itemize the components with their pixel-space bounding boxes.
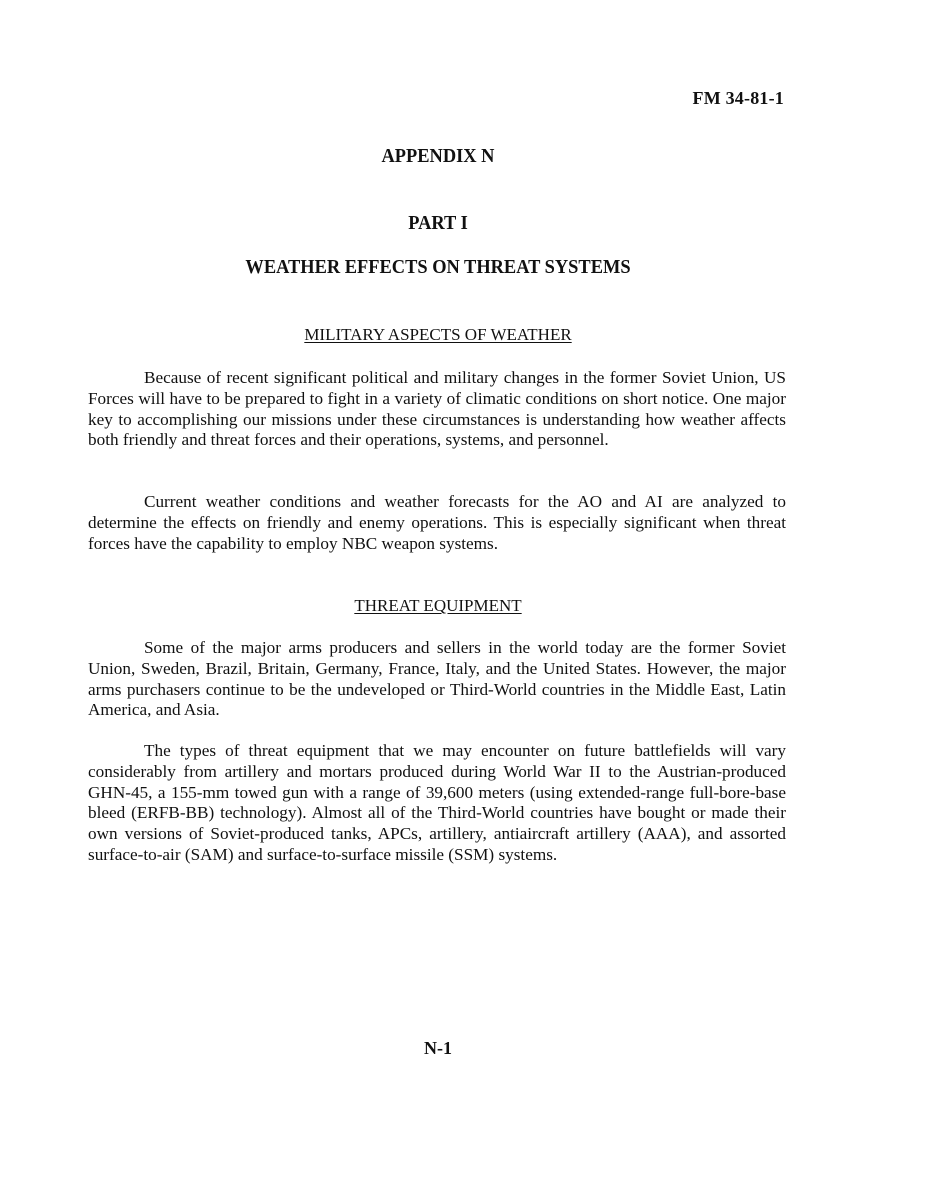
part-heading: PART I <box>408 212 468 234</box>
paragraph: Because of recent significant political and military changes in the former Soviet Union, US Forces will have to be prepared to fight in a variety of climatic conditions on short notice. One major key to accomplishing our missions under these circumstances is understanding how weather affects both friendly and threat forces and their operations, systems, and personnel. <box>88 368 786 450</box>
section-title-threat-equipment: THREAT EQUIPMENT <box>354 596 522 615</box>
page-title: WEATHER EFFECTS ON THREAT SYSTEMS <box>245 256 631 278</box>
paragraph: Some of the major arms producers and sellers in the world today are the former Soviet Union, Sweden, Brazil, Britain, Germany, France, Italy, and the United States. However, the major arms purchasers continue to be the undeveloped or Third-World countries in the Middle East, Latin America, and Asia. <box>88 638 786 720</box>
appendix-heading: APPENDIX N <box>381 145 495 167</box>
paragraph: Current weather conditions and weather forecasts for the AO and AI are analyzed to determine the effects on friendly and enemy operations. This is especially significant when threat forces have the capability to employ NBC weapon systems. <box>88 492 786 553</box>
document-id: FM 34-81-1 <box>692 88 784 108</box>
page-number: N-1 <box>424 1038 452 1058</box>
section-title-military-aspects: MILITARY ASPECTS OF WEATHER <box>304 325 572 344</box>
paragraph: The types of threat equipment that we may encounter on future battlefields will vary considerably from artillery and mortars produced during World War II to the Austrian-produced GHN-45, a 155-mm towed gun with a range of 39,600 meters (using extended-range full-bore-base bleed (ERFB-BB) technology). Almost all of the Third-World countries have bought or made their own versions of Soviet-produced tanks, APCs, artillery, antiaircraft artillery (AAA), and assorted surface-to-air (SAM) and surface-to-surface missile (SSM) systems. <box>88 741 786 864</box>
